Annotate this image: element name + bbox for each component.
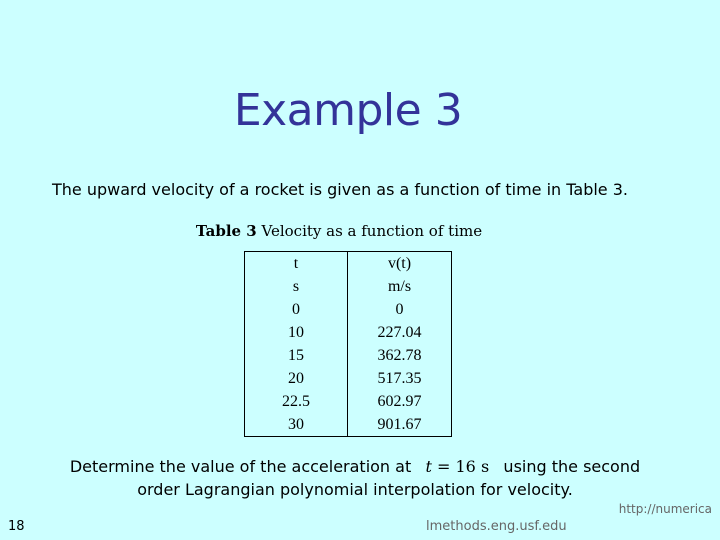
header-t: t (245, 252, 348, 276)
unit-t: s (245, 275, 348, 298)
table-row (245, 298, 452, 321)
slide-title: Example 3 (233, 85, 463, 136)
cell-t: 20 (245, 367, 348, 390)
cell-v: 901.67 (348, 413, 452, 437)
unit-v: m/s (348, 275, 452, 298)
cell-v: 227.04 (348, 321, 452, 344)
question-part2: using the second (503, 457, 641, 476)
velocity-table (244, 251, 452, 437)
time-value: = 16 s (431, 457, 490, 476)
cell-v: 517.35 (348, 367, 452, 390)
question-part1: Determine the value of the acceleration at (69, 457, 412, 476)
table-row (245, 344, 452, 367)
table-row (245, 413, 452, 437)
table-row (245, 367, 452, 390)
table-row (245, 390, 452, 413)
table-caption (0, 222, 678, 240)
cell-v: 0 (348, 298, 452, 321)
cell-t: 30 (245, 413, 348, 437)
cell-v: 362.78 (348, 344, 452, 367)
cell-t: 10 (245, 321, 348, 344)
header-v: v(t) (348, 252, 452, 276)
table-units-row (245, 275, 452, 298)
cell-t: 22.5 (245, 390, 348, 413)
table-row (245, 321, 452, 344)
table-header-row (245, 252, 452, 276)
table-caption-label: Table 3 (195, 222, 257, 240)
time-equation (416, 455, 498, 478)
footer-url-top[interactable]: http://numerica (618, 502, 712, 516)
question-text (0, 455, 710, 501)
cell-t: 15 (245, 344, 348, 367)
question-line2: order Lagrangian polynomial interpolation for velocity. (137, 480, 573, 499)
table-caption-text: Velocity as a function of time (256, 222, 483, 240)
page-number: 18 (8, 519, 25, 534)
cell-v: 602.97 (348, 390, 452, 413)
intro-text: The upward velocity of a rocket is given as a function of time in Table 3. (51, 180, 628, 199)
footer-url-bottom[interactable]: lmethods.eng.usf.edu (426, 519, 567, 534)
time-variable: t (425, 457, 432, 476)
cell-t: 0 (245, 298, 348, 321)
